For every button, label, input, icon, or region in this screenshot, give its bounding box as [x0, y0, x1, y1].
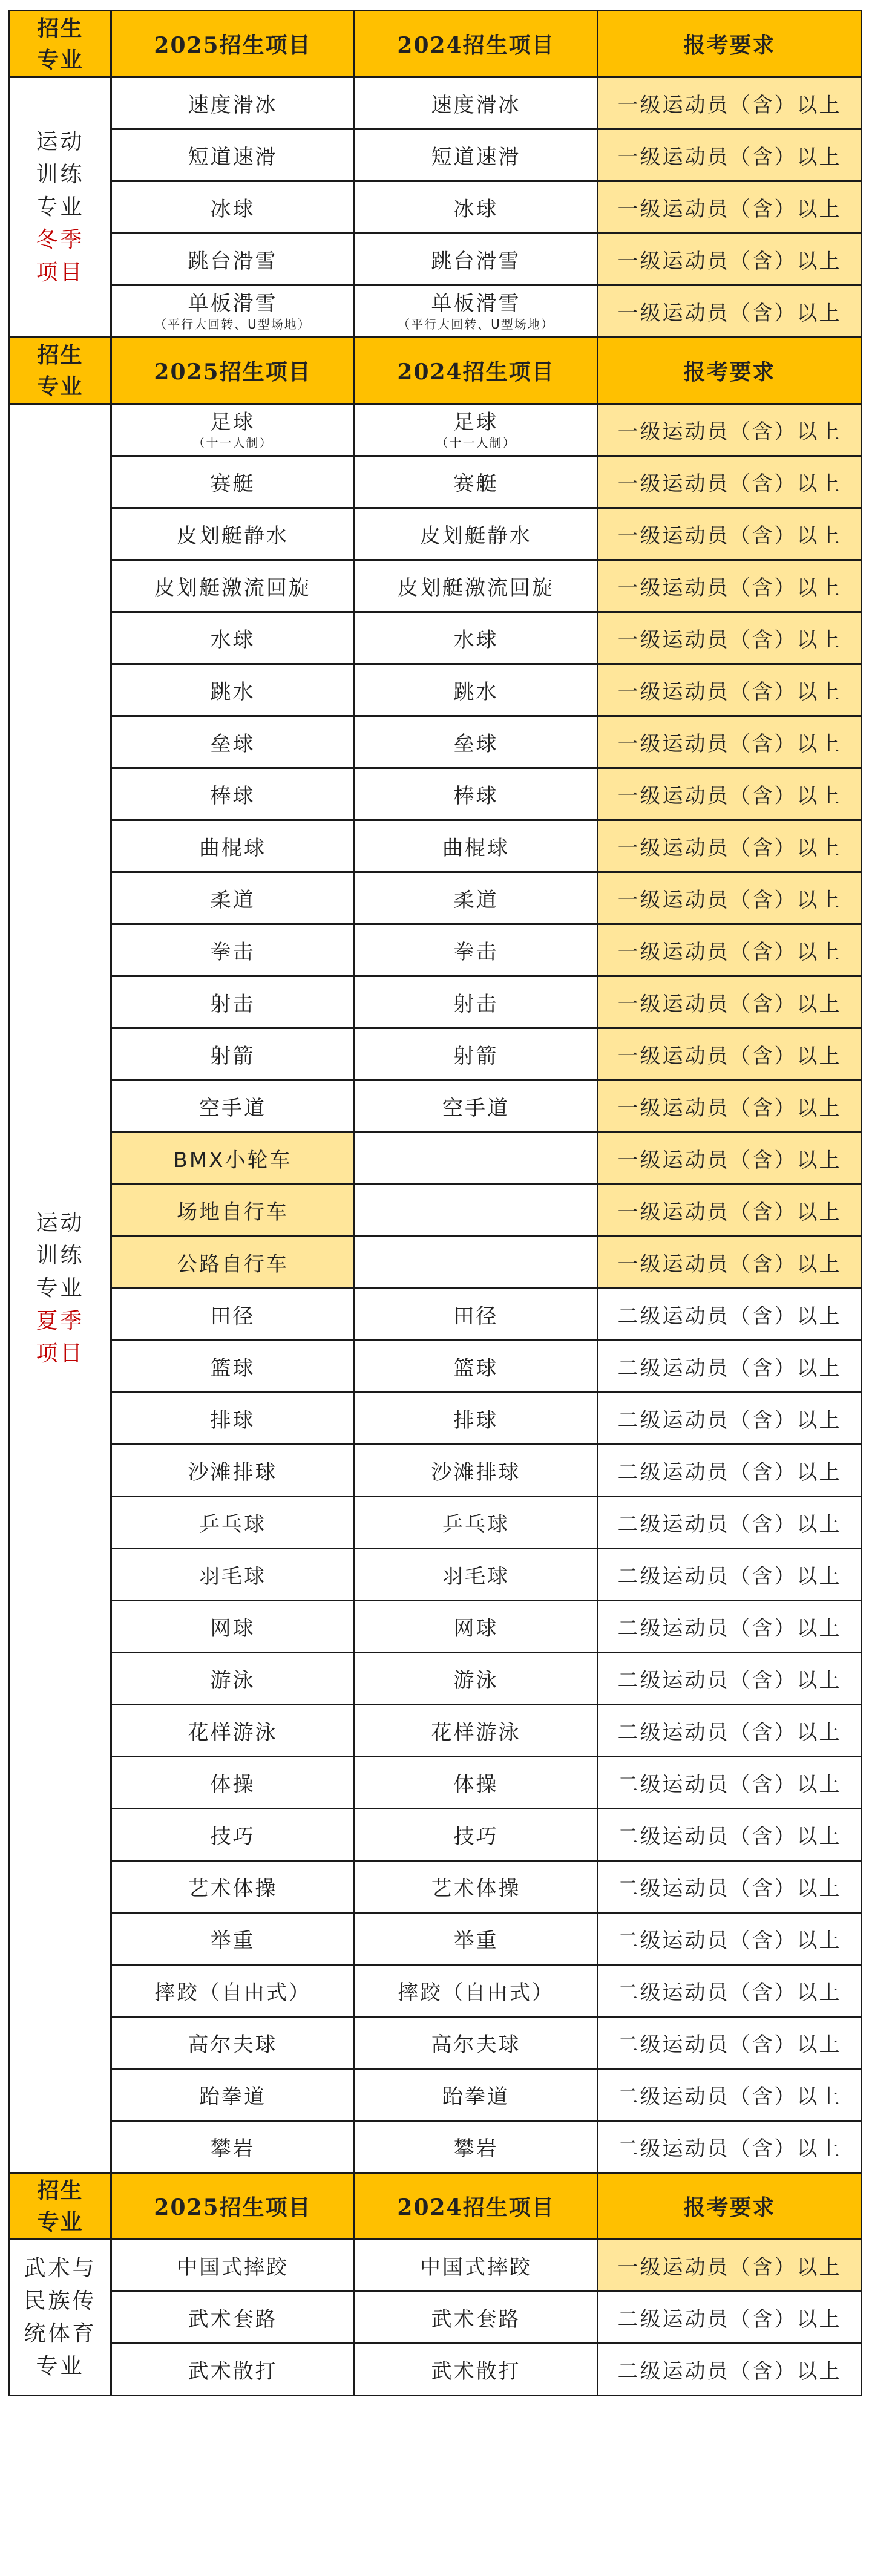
- project-2024-cell: 游泳: [355, 1653, 598, 1705]
- requirement-cell: 一级运动员（含）以上: [598, 286, 862, 338]
- header-major-line: 专业: [37, 47, 84, 73]
- table-row: [10, 976, 862, 1028]
- season-label-line: 项目: [36, 260, 85, 285]
- requirement-cell: 一级运动员（含）以上: [598, 1133, 862, 1185]
- project-2024-cell: [355, 1185, 598, 1237]
- requirement-cell: 二级运动员（含）以上: [598, 2344, 862, 2396]
- table-row: [10, 1289, 862, 1341]
- project-2025-cell: 田径: [111, 1289, 355, 1341]
- project-2024-cell: 武术套路: [355, 2292, 598, 2344]
- project-2024-cell: [355, 1237, 598, 1289]
- project-2024-cell: 柔道: [355, 872, 598, 924]
- project-2025-cell: 场地自行车: [111, 1185, 355, 1237]
- project-2025-cell: 曲棍球: [111, 820, 355, 872]
- project-2024-note: （十一人制）: [436, 435, 516, 450]
- table-row: [10, 1913, 862, 1965]
- table-row: [10, 1965, 862, 2017]
- project-2025-cell: [111, 404, 355, 456]
- requirement-cell: 一级运动员（含）以上: [598, 129, 862, 181]
- requirement-cell: 二级运动员（含）以上: [598, 1601, 862, 1653]
- major-name-line: 训练: [36, 162, 85, 187]
- requirement-cell: 一级运动员（含）以上: [598, 664, 862, 716]
- season-label-line: 冬季: [36, 227, 85, 252]
- project-2024-cell: 技巧: [355, 1809, 598, 1861]
- project-2024-cell: 举重: [355, 1913, 598, 1965]
- requirement-cell: 二级运动员（含）以上: [598, 1497, 862, 1549]
- project-2025-cell: 摔跤（自由式）: [111, 1965, 355, 2017]
- season-label-line: 项目: [36, 1341, 85, 1366]
- project-2024-cell: 拳击: [355, 924, 598, 976]
- project-2025-name: 足球: [210, 410, 255, 434]
- requirement-cell: 一级运动员（含）以上: [598, 716, 862, 768]
- project-2024-note: （平行大回转、U型场地）: [398, 316, 554, 332]
- table-row: [10, 1653, 862, 1705]
- section-header-row: [10, 338, 862, 404]
- requirement-cell: 二级运动员（含）以上: [598, 2017, 862, 2069]
- table-row: [10, 129, 862, 181]
- requirement-cell: 一级运动员（含）以上: [598, 508, 862, 560]
- table-row: [10, 1080, 862, 1133]
- project-2025-cell: 赛艇: [111, 456, 355, 508]
- header-major-line: 招生: [37, 342, 84, 368]
- table-row: [10, 2292, 862, 2344]
- project-2025-cell: 射箭: [111, 1028, 355, 1080]
- project-2025-note: （平行大回转、U型场地）: [154, 316, 311, 332]
- major-name-line: 民族传: [24, 2288, 97, 2313]
- table-row: [10, 612, 862, 664]
- header-major-line: 专业: [37, 373, 84, 399]
- requirement-cell: 二级运动员（含）以上: [598, 1393, 862, 1445]
- enrollment-table-container: [8, 10, 861, 2396]
- table-row: [10, 2240, 862, 2292]
- enrollment-table: [8, 10, 862, 2396]
- header-requirements: 报考要求: [598, 2173, 862, 2240]
- project-2024-cell: 垒球: [355, 716, 598, 768]
- major-name-line: 专业: [36, 194, 85, 220]
- project-2025-cell: 乒乓球: [111, 1497, 355, 1549]
- table-row: [10, 768, 862, 820]
- project-2024-cell: 跆拳道: [355, 2069, 598, 2121]
- project-2025-cell: 高尔夫球: [111, 2017, 355, 2069]
- table-row: [10, 560, 862, 612]
- project-2024-cell: [355, 404, 598, 456]
- section-header-row: [10, 11, 862, 77]
- requirement-cell: 一级运动员（含）以上: [598, 1185, 862, 1237]
- project-2025-cell: 柔道: [111, 872, 355, 924]
- table-row: [10, 1757, 862, 1809]
- project-2024-cell: 排球: [355, 1393, 598, 1445]
- table-row: [10, 286, 862, 338]
- table-row: [10, 77, 862, 129]
- requirement-cell: 二级运动员（含）以上: [598, 1341, 862, 1393]
- project-2025-cell: 跆拳道: [111, 2069, 355, 2121]
- project-2025-cell: 游泳: [111, 1653, 355, 1705]
- project-2024-cell: 沙滩排球: [355, 1445, 598, 1497]
- header-major-line: 招生: [37, 2177, 84, 2203]
- requirement-cell: 一级运动员（含）以上: [598, 456, 862, 508]
- requirement-cell: 二级运动员（含）以上: [598, 2069, 862, 2121]
- project-2025-note: （十一人制）: [192, 435, 273, 450]
- major-name-line: 专业: [36, 2353, 85, 2379]
- season-label-line: 夏季: [36, 1308, 85, 1333]
- project-2024-cell: 田径: [355, 1289, 598, 1341]
- table-row: [10, 820, 862, 872]
- project-2024-cell: [355, 1133, 598, 1185]
- requirement-cell: 二级运动员（含）以上: [598, 1445, 862, 1497]
- major-name-line: 训练: [36, 1243, 85, 1268]
- project-2025-cell: 垒球: [111, 716, 355, 768]
- table-row: [10, 2017, 862, 2069]
- project-2025-cell: 攀岩: [111, 2121, 355, 2173]
- project-2025-cell: 武术散打: [111, 2344, 355, 2396]
- table-row: [10, 1497, 862, 1549]
- header-2025-projects: 2025招生项目: [111, 11, 355, 77]
- project-2024-cell: 跳水: [355, 664, 598, 716]
- requirement-cell: 一级运动员（含）以上: [598, 1028, 862, 1080]
- project-2024-cell: 艺术体操: [355, 1861, 598, 1913]
- table-row: [10, 2344, 862, 2396]
- table-row: [10, 872, 862, 924]
- header-major-line: 专业: [37, 2209, 84, 2235]
- requirement-cell: 二级运动员（含）以上: [598, 1705, 862, 1757]
- project-2024-name: 单板滑雪: [431, 291, 521, 316]
- project-2024-cell: 皮划艇激流回旋: [355, 560, 598, 612]
- project-2025-cell: 花样游泳: [111, 1705, 355, 1757]
- header-2024-projects: 2024招生项目: [355, 11, 598, 77]
- requirement-cell: 二级运动员（含）以上: [598, 2292, 862, 2344]
- project-2025-cell: 排球: [111, 1393, 355, 1445]
- table-row: [10, 1601, 862, 1653]
- project-2024-cell: 冰球: [355, 181, 598, 234]
- project-2025-name: 单板滑雪: [188, 291, 278, 316]
- project-2025-cell: 速度滑冰: [111, 77, 355, 129]
- table-row: [10, 1705, 862, 1757]
- major-name-line: 武术与: [24, 2255, 97, 2281]
- project-2024-cell: 空手道: [355, 1080, 598, 1133]
- header-2025-projects: 2025招生项目: [111, 338, 355, 404]
- requirement-cell: 二级运动员（含）以上: [598, 1653, 862, 1705]
- project-2024-cell: 赛艇: [355, 456, 598, 508]
- table-row: [10, 2069, 862, 2121]
- table-row: [10, 508, 862, 560]
- table-row: [10, 924, 862, 976]
- requirement-cell: 一级运动员（含）以上: [598, 1237, 862, 1289]
- table-row: [10, 716, 862, 768]
- major-name-line: 专业: [36, 1275, 85, 1301]
- project-2025-cell: 拳击: [111, 924, 355, 976]
- project-2024-cell: 射箭: [355, 1028, 598, 1080]
- project-2024-name: 足球: [453, 410, 499, 434]
- table-row: [10, 404, 862, 456]
- requirement-cell: 一级运动员（含）以上: [598, 612, 862, 664]
- project-2025-cell: 空手道: [111, 1080, 355, 1133]
- project-2025-cell: 水球: [111, 612, 355, 664]
- table-row: [10, 1393, 862, 1445]
- requirement-cell: 一级运动员（含）以上: [598, 768, 862, 820]
- project-2025-cell: 武术套路: [111, 2292, 355, 2344]
- header-major: [10, 11, 111, 77]
- table-row: [10, 234, 862, 286]
- table-row: [10, 1809, 862, 1861]
- requirement-cell: 一级运动员（含）以上: [598, 924, 862, 976]
- header-2024-projects: 2024招生项目: [355, 338, 598, 404]
- project-2025-cell: 跳台滑雪: [111, 234, 355, 286]
- project-2025-cell: BMX小轮车: [111, 1133, 355, 1185]
- project-2024-cell: 皮划艇静水: [355, 508, 598, 560]
- project-2025-cell: 篮球: [111, 1341, 355, 1393]
- header-requirements: 报考要求: [598, 338, 862, 404]
- table-row: [10, 664, 862, 716]
- project-2025-cell: 皮划艇静水: [111, 508, 355, 560]
- header-requirements: 报考要求: [598, 11, 862, 77]
- project-2025-cell: 体操: [111, 1757, 355, 1809]
- requirement-cell: 二级运动员（含）以上: [598, 1861, 862, 1913]
- project-2024-cell: 体操: [355, 1757, 598, 1809]
- project-2025-cell: 跳水: [111, 664, 355, 716]
- project-2024-cell: 棒球: [355, 768, 598, 820]
- table-row: [10, 1028, 862, 1080]
- project-2025-cell: 技巧: [111, 1809, 355, 1861]
- project-2025-cell: 短道速滑: [111, 129, 355, 181]
- requirement-cell: 二级运动员（含）以上: [598, 1809, 862, 1861]
- table-row: [10, 181, 862, 234]
- table-row: [10, 1185, 862, 1237]
- requirement-cell: 一级运动员（含）以上: [598, 2240, 862, 2292]
- requirement-cell: 一级运动员（含）以上: [598, 872, 862, 924]
- requirement-cell: 二级运动员（含）以上: [598, 1549, 862, 1601]
- table-row: [10, 1549, 862, 1601]
- requirement-cell: 二级运动员（含）以上: [598, 1913, 862, 1965]
- project-2024-cell: [355, 286, 598, 338]
- major-name-line: 统体育: [24, 2321, 97, 2346]
- requirement-cell: 二级运动员（含）以上: [598, 1289, 862, 1341]
- project-2024-cell: 篮球: [355, 1341, 598, 1393]
- major-cell: [10, 2240, 111, 2396]
- major-cell: [10, 77, 111, 338]
- project-2024-cell: 摔跤（自由式）: [355, 1965, 598, 2017]
- requirement-cell: 一级运动员（含）以上: [598, 1080, 862, 1133]
- requirement-cell: 一级运动员（含）以上: [598, 560, 862, 612]
- table-row: [10, 1341, 862, 1393]
- table-row: [10, 1237, 862, 1289]
- requirement-cell: 一级运动员（含）以上: [598, 820, 862, 872]
- project-2025-cell: 中国式摔跤: [111, 2240, 355, 2292]
- major-name-line: 运动: [36, 1210, 85, 1235]
- requirement-cell: 一级运动员（含）以上: [598, 234, 862, 286]
- project-2025-cell: 网球: [111, 1601, 355, 1653]
- project-2024-cell: 速度滑冰: [355, 77, 598, 129]
- table-row: [10, 1861, 862, 1913]
- project-2024-cell: 网球: [355, 1601, 598, 1653]
- table-row: [10, 2121, 862, 2173]
- requirement-cell: 一级运动员（含）以上: [598, 404, 862, 456]
- project-2025-cell: 公路自行车: [111, 1237, 355, 1289]
- project-2024-cell: 中国式摔跤: [355, 2240, 598, 2292]
- project-2024-cell: 跳台滑雪: [355, 234, 598, 286]
- major-name-line: 运动: [36, 129, 85, 154]
- project-2024-cell: 武术散打: [355, 2344, 598, 2396]
- project-2025-cell: 艺术体操: [111, 1861, 355, 1913]
- requirement-cell: 二级运动员（含）以上: [598, 2121, 862, 2173]
- requirement-cell: 一级运动员（含）以上: [598, 181, 862, 234]
- header-2024-projects: 2024招生项目: [355, 2173, 598, 2240]
- header-major: [10, 2173, 111, 2240]
- project-2025-cell: 沙滩排球: [111, 1445, 355, 1497]
- project-2024-cell: 花样游泳: [355, 1705, 598, 1757]
- table-row: [10, 1133, 862, 1185]
- table-row: [10, 1445, 862, 1497]
- requirement-cell: 一级运动员（含）以上: [598, 976, 862, 1028]
- header-2025-projects: 2025招生项目: [111, 2173, 355, 2240]
- project-2025-cell: [111, 286, 355, 338]
- project-2025-cell: 皮划艇激流回旋: [111, 560, 355, 612]
- project-2025-cell: 射击: [111, 976, 355, 1028]
- project-2024-cell: 乒乓球: [355, 1497, 598, 1549]
- requirement-cell: 二级运动员（含）以上: [598, 1757, 862, 1809]
- project-2025-cell: 羽毛球: [111, 1549, 355, 1601]
- project-2024-cell: 攀岩: [355, 2121, 598, 2173]
- project-2024-cell: 水球: [355, 612, 598, 664]
- table-row: [10, 456, 862, 508]
- section-header-row: [10, 2173, 862, 2240]
- project-2025-cell: 举重: [111, 1913, 355, 1965]
- project-2024-cell: 射击: [355, 976, 598, 1028]
- header-major-line: 招生: [37, 15, 84, 41]
- project-2025-cell: 冰球: [111, 181, 355, 234]
- project-2024-cell: 羽毛球: [355, 1549, 598, 1601]
- project-2024-cell: 曲棍球: [355, 820, 598, 872]
- requirement-cell: 二级运动员（含）以上: [598, 1965, 862, 2017]
- major-cell: [10, 404, 111, 2173]
- header-major: [10, 338, 111, 404]
- project-2024-cell: 短道速滑: [355, 129, 598, 181]
- requirement-cell: 一级运动员（含）以上: [598, 77, 862, 129]
- project-2025-cell: 棒球: [111, 768, 355, 820]
- project-2024-cell: 高尔夫球: [355, 2017, 598, 2069]
